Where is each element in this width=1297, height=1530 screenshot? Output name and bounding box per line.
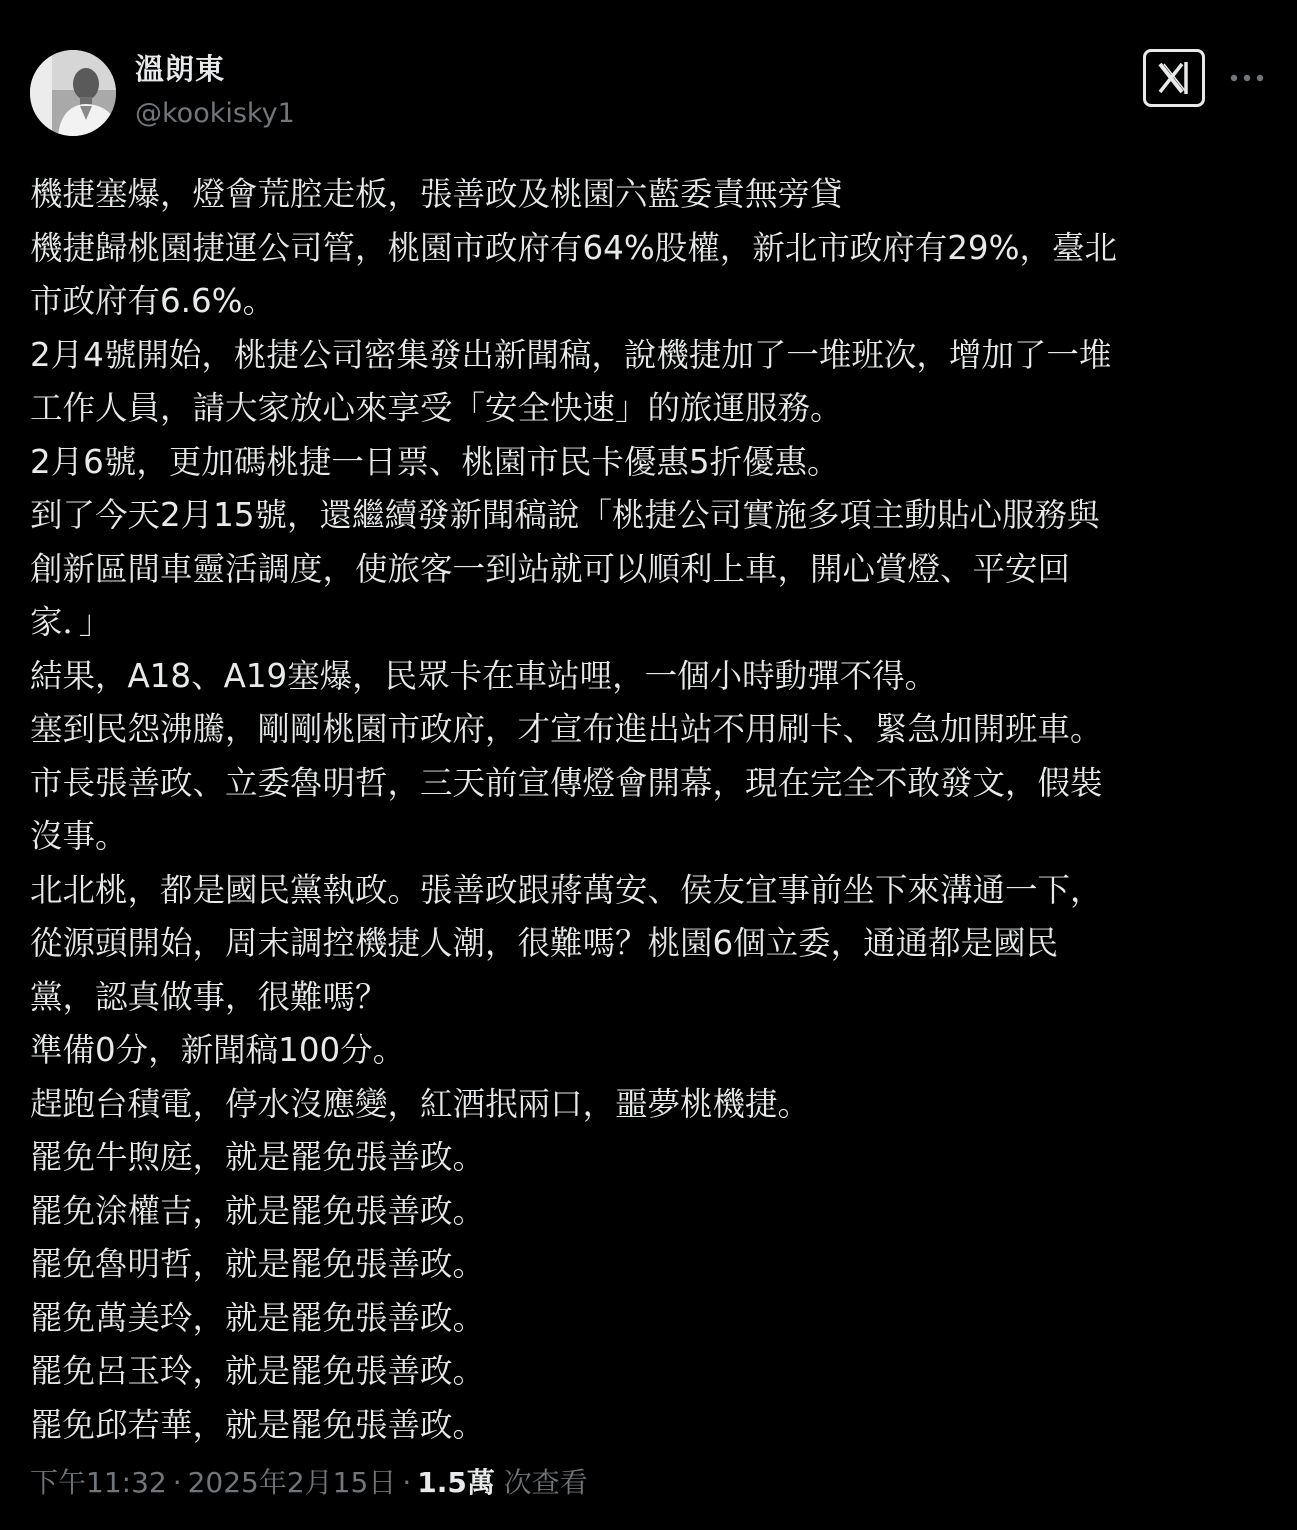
post-line: 創新區間車靈活調度，使旅客一到站就可以順利上車，開心賞燈、平安回 [30, 549, 1071, 588]
post-text [30, 168, 1275, 1452]
avatar[interactable] [30, 50, 116, 136]
post-line: 罷免涂權吉，就是罷免張善政。 [30, 1191, 486, 1230]
user-handle[interactable]: @kookisky1 [135, 98, 295, 129]
post-line: 罷免萬美玲，就是罷免張善政。 [30, 1298, 486, 1337]
post-line: 市長張善政、立委魯明哲，三天前宣傳燈會開幕，現在完全不敢發文，假裝 [30, 763, 1103, 802]
post-line: 從源頭開始，周末調控機捷人潮，很難嗎？桃園6個立委，通通都是國民 [30, 924, 1059, 962]
post-line: 2月4號開始，桃捷公司密集發出新聞稿，說機捷加了一堆班次，增加了一堆 [30, 335, 1112, 374]
display-name[interactable]: 溫朗東 [135, 52, 226, 86]
post-line: 2月6號，更加碼桃捷一日票、桃園市民卡優惠5折優惠。 [30, 442, 840, 481]
post-line: 機捷塞爆，燈會荒腔走板，張善政及桃園六藍委責無旁貸 [30, 175, 843, 213]
post-line: 罷免牛煦庭，就是罷免張善政。 [30, 1138, 486, 1176]
post-line: 沒事。 [30, 817, 128, 855]
post-line: 罷免邱若華，就是罷免張善政。 [30, 1405, 486, 1444]
view-label: 次查看 [503, 1466, 588, 1499]
post-line: 家．」 [30, 603, 112, 641]
post-line: 趕跑台積電，停水沒應變，紅酒抿兩口，噩夢桃機捷。 [30, 1084, 811, 1123]
post-line: 塞到民怨沸騰，剛剛桃園市政府，才宣布進出站不用刷卡、緊急加開班車。 [30, 710, 1103, 748]
post-line: 北北桃，都是國民黨執政。張善政跟蔣萬安、侯友宜事前坐下來溝通一下， [30, 870, 1103, 909]
post-line: 準備0分，新聞稿100分。 [30, 1031, 406, 1069]
post-meta [30, 1462, 588, 1504]
post-line: 到了今天2月15號，還繼續發新聞稿說「桃捷公司實施多項主動貼心服務與 [30, 496, 1100, 534]
post-line: 工作人員，請大家放心來享受「安全快速」的旅運服務。 [30, 389, 843, 427]
meta-separator: · [172, 1466, 182, 1499]
post-date[interactable]: 2025年2月15日 [187, 1466, 397, 1499]
meta-separator: · [402, 1466, 412, 1499]
x-logo-icon[interactable] [1143, 49, 1205, 107]
post-line: 機捷歸桃園捷運公司管，桃園市政府有64%股權，新北市政府有29%，臺北 [30, 228, 1117, 267]
post-line: 罷免魯明哲，就是罷免張善政。 [30, 1245, 486, 1283]
author-info [135, 50, 295, 134]
post-header [30, 48, 1270, 138]
more-horizontal-icon[interactable] [1229, 64, 1265, 92]
post-time[interactable]: 下午11:32 [30, 1466, 167, 1499]
post-line: 黨，認真做事，很難嗎？ [30, 977, 388, 1016]
post-line: 結果，A18、A19塞爆，民眾卡在車站哩，一個小時動彈不得。 [30, 656, 938, 695]
post-line: 罷免呂玉玲，就是罷免張善政。 [30, 1352, 486, 1390]
post-line: 市政府有6.6%。 [30, 282, 276, 320]
view-count: 1.5萬 [417, 1466, 495, 1499]
